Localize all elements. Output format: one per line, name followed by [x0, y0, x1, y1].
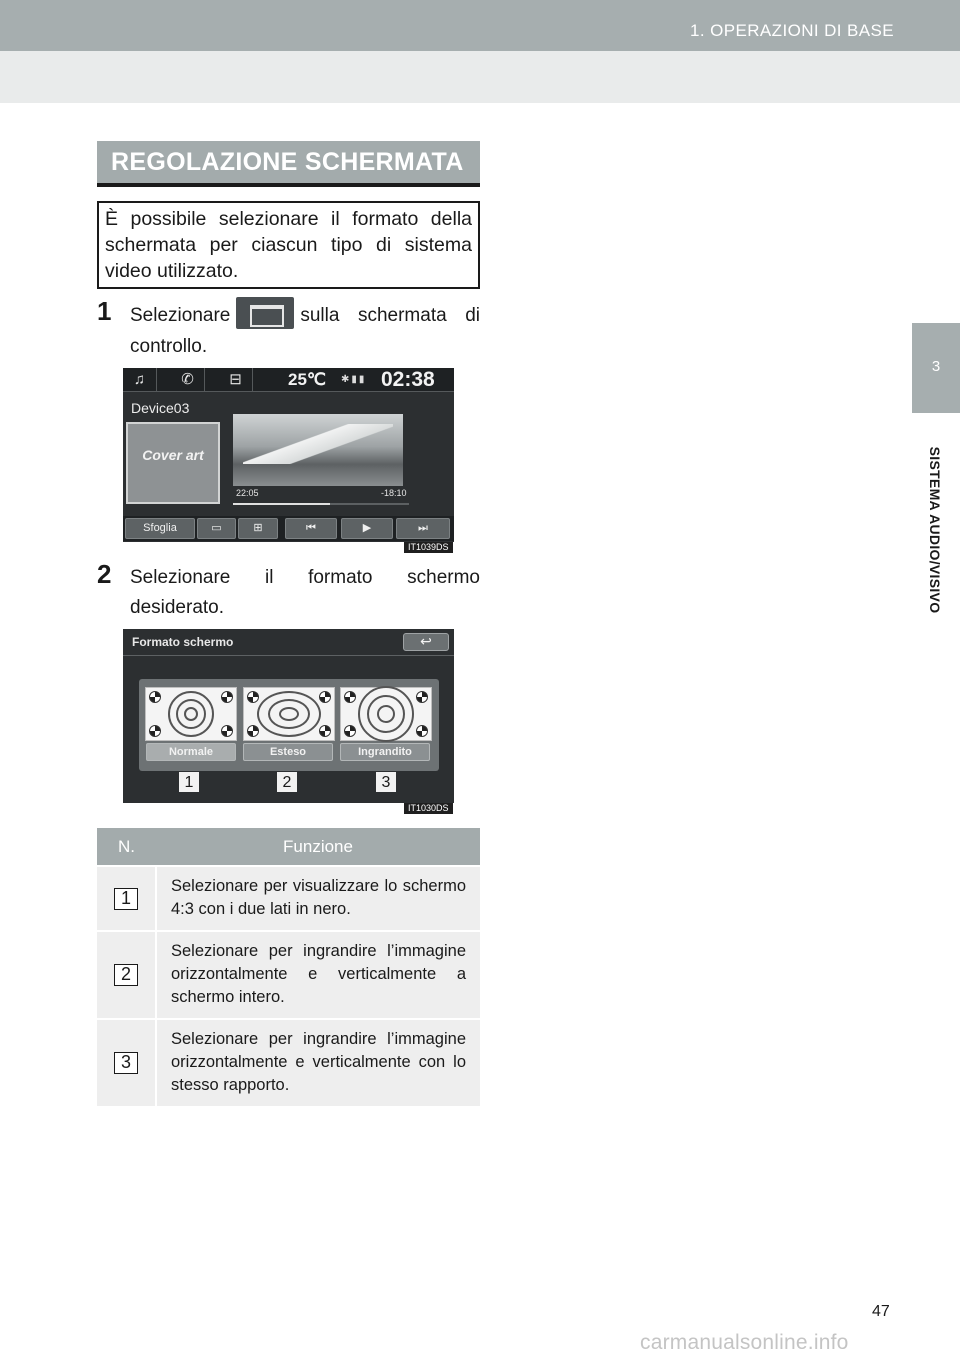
watermark: carmanualsonline.info	[640, 1331, 849, 1354]
step-number: 1	[97, 296, 112, 326]
callout-2: 2	[277, 772, 297, 792]
corner-mark	[344, 691, 356, 703]
option-normal: Normale	[146, 743, 236, 761]
screen-adjust-button: ⊞	[238, 518, 278, 539]
section-header: 1. OPERAZIONI DI BASE	[690, 21, 894, 40]
music-icon: ♫	[123, 368, 157, 392]
step-text-after: sulla schermata di controllo.	[130, 305, 480, 357]
corner-mark	[247, 691, 259, 703]
intro-box: È possibile selezionare il formato della schermata per ciascun tipo di sistema video utilizzato.	[97, 201, 480, 289]
play-icon: ▶	[341, 518, 393, 539]
title-divider	[123, 655, 454, 656]
control-screen-image	[123, 368, 454, 542]
next-icon: ⏭	[396, 518, 450, 539]
chapter-tab	[912, 323, 960, 413]
corner-mark	[416, 725, 428, 737]
pattern-normal	[145, 687, 237, 741]
corner-mark	[221, 691, 233, 703]
test-circle	[184, 707, 198, 721]
test-circle	[377, 705, 395, 723]
screen-format-icon	[236, 297, 294, 329]
vehicle-icon: ⊟	[219, 368, 253, 392]
row-number: 2	[114, 964, 138, 986]
progress-fill	[233, 503, 330, 505]
screen-title: Formato schermo	[132, 635, 234, 649]
progress-bar	[233, 503, 409, 505]
corner-mark	[319, 725, 331, 737]
clock: 02:38	[381, 368, 435, 391]
temperature: 25℃	[288, 370, 327, 389]
corner-mark	[149, 725, 161, 737]
option-wide: Esteso	[243, 743, 333, 761]
function-table	[97, 828, 480, 1106]
step-number: 2	[97, 559, 112, 589]
previous-icon: ⏮	[285, 518, 337, 539]
column-header-number: N.	[97, 828, 156, 866]
video-preview	[233, 414, 403, 486]
table-row	[97, 866, 480, 931]
figure-code: IT1030DS	[404, 803, 453, 814]
time-remaining: -18:10	[381, 488, 407, 498]
test-circle	[279, 707, 299, 721]
corner-mark	[416, 691, 428, 703]
table-row	[97, 1019, 480, 1106]
chapter-number: 3	[931, 358, 941, 375]
callout-3: 3	[376, 772, 396, 792]
pattern-wide	[243, 687, 335, 741]
status-icons: ✱▮▮	[341, 374, 367, 385]
chapter-title: SISTEMA AUDIO/VISIVO	[927, 446, 943, 614]
back-icon: ↩	[403, 633, 449, 651]
table-header-row	[97, 828, 480, 866]
column-header-function: Funzione	[156, 828, 480, 866]
section-divider	[97, 183, 480, 187]
corner-mark	[221, 725, 233, 737]
table-row	[97, 931, 480, 1019]
row-description: Selezionare per visualizzare lo schermo 4:3 con i due lati in nero.	[156, 866, 480, 931]
phone-icon: ✆	[171, 368, 205, 392]
time-elapsed: 22:05	[236, 488, 259, 498]
row-description: Selezionare per ingrandire l’immagine orizzontalmente e verticalmente con lo stesso rapporto.	[156, 1019, 480, 1106]
callout-1: 1	[179, 772, 199, 792]
row-description: Selezionare per ingrandire l’immagine orizzontalmente e verticalmente a schermo intero.	[156, 931, 480, 1019]
screen-format-button: ▭	[197, 518, 236, 539]
row-number-cell	[97, 931, 156, 1019]
row-number: 1	[114, 888, 138, 910]
step-text: Selezionare il formato schermo desiderato.	[130, 567, 480, 618]
cover-art: Cover art	[126, 422, 220, 504]
row-number-cell	[97, 866, 156, 931]
header-bar	[0, 0, 960, 51]
step-1	[97, 296, 480, 362]
figure-code: IT1039DS	[404, 542, 453, 553]
section-title: REGOLAZIONE SCHERMATA	[97, 141, 480, 183]
page-number: 47	[872, 1303, 890, 1320]
device-name: Device03	[131, 400, 190, 416]
screen-top-bar	[123, 368, 454, 392]
browse-button: Sfoglia	[125, 518, 195, 539]
corner-mark	[149, 691, 161, 703]
format-screen-image	[123, 629, 454, 803]
corner-mark	[247, 725, 259, 737]
header-subbar	[0, 51, 960, 103]
row-number: 3	[114, 1052, 138, 1074]
corner-mark	[344, 725, 356, 737]
corner-mark	[319, 691, 331, 703]
option-zoom: Ingrandito	[340, 743, 430, 761]
step-text-before: Selezionare	[130, 305, 231, 327]
pattern-zoom	[340, 687, 432, 741]
row-number-cell	[97, 1019, 156, 1106]
step-2	[97, 559, 480, 623]
